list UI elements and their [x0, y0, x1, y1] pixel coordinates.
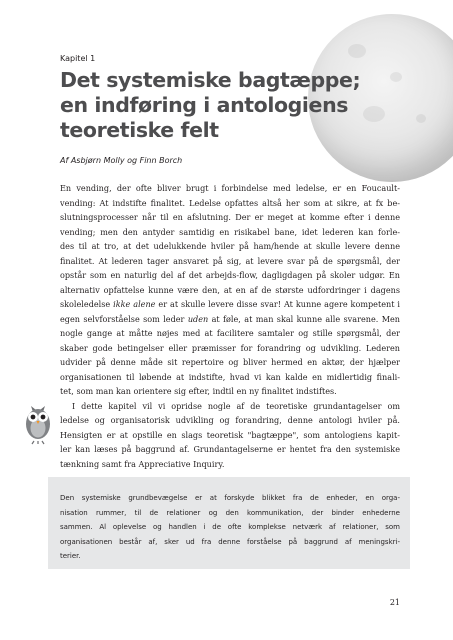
- body-line: En vending, der ofte bliver brugt i forbindelse med ledelse, er en Foucault-: [60, 183, 400, 193]
- summary-line: organisationen består af, sker ud fra denne forståelse på baggrund af meningskri-: [60, 537, 400, 546]
- body-line: nogle gange at måtte nøjes med at facilitere samtaler og stille spørgsmål, der: [60, 328, 400, 338]
- page-number: 21: [389, 598, 400, 607]
- body-line: vending: At indstifte finalitet. Ledelse opfattes altså her som at sikre, at fx be-: [60, 197, 400, 208]
- body-text: [60, 181, 400, 471]
- emphasis: uden: [187, 313, 209, 324]
- body-line: slutningsprocesser når til en afslutning. Der er meget at komme efter i denne: [60, 212, 400, 222]
- owl-icon: [22, 400, 54, 446]
- body-line: ledelse og organisatorisk udvikling og forandring, denne antologi hviler på.: [60, 415, 400, 425]
- body-line: I dette kapitel vil vi opridse nogle af de teoretiske grundantagelser om: [72, 400, 400, 411]
- summary-line: nisation rummer, til de relationer og den kommunikation, der binder enhederne: [60, 508, 400, 517]
- summary-text: [60, 491, 400, 564]
- body-line: tænkning samt fra Appreciative Inquiry.: [60, 458, 225, 469]
- body-line: ler kan læses på baggrund af. Grundantagelserne er hentet fra den systemiske: [60, 444, 400, 454]
- summary-line: Den systemiske grundbevægelse er at forskyde blikket fra de enheder, en orga-: [60, 494, 400, 502]
- authors-byline: Af Asbjørn Molly og Finn Borch: [60, 156, 183, 165]
- body-line: opstår som en naturlig del af det arbejds-flow, dagligdagen på skoler udgør. En: [60, 270, 400, 280]
- body-line: Hensigten er at opstille en slags teoretisk "bagtæppe", som antologiens kapit-: [60, 429, 400, 440]
- title-line: teoretiske felt: [60, 118, 219, 142]
- chapter-title: [60, 68, 390, 143]
- body-line: skoleledelse ikke alene er at skulle levere disse svar! At kunne agere kompetent i: [60, 299, 400, 309]
- body-line: des til at tro, at det udelukkende hviler på ham/hende at skulle levere denne: [60, 241, 400, 251]
- summary-line: sammen. Al oplevelse og handlen i de ofte komplekse netværk af relationer, som: [60, 523, 400, 531]
- title-line: en indføring i antologiens: [60, 93, 349, 117]
- title-line: Det systemiske bagtæppe;: [60, 68, 361, 92]
- body-line: udvider på denne måde sit repertoire og bliver hermed en aktør, der hjælper: [60, 357, 400, 367]
- body-line: egen selvforståelse som leder uden at føle, at man skal kunne alle svarene. Men: [60, 313, 400, 324]
- body-line: skaber gode betingelser eller præmisser for forandring og udvikling. Lederen: [60, 342, 400, 353]
- summary-line: terier.: [60, 552, 81, 560]
- body-line: alternativ opfattelse kunne være den, at en af de største udfordringer i dagens: [60, 284, 400, 295]
- body-line: vending; men den antyder samtidig en risikabel bane, idet lederen kan forle-: [60, 226, 400, 237]
- emphasis: ikke alene: [113, 299, 156, 309]
- chapter-label: Kapitel 1: [60, 54, 96, 63]
- body-line: organisationen til løbende at indstifte, hvad vi kan kalde en midlertidig finali-: [60, 371, 400, 382]
- body-line: finalitet. At lederen tager ansvaret på sig, at levere svar på de spørgsmål, der: [60, 255, 400, 266]
- body-line: tet, som man kan orientere sig efter, indtil en ny finalitet indstiftes.: [60, 386, 337, 396]
